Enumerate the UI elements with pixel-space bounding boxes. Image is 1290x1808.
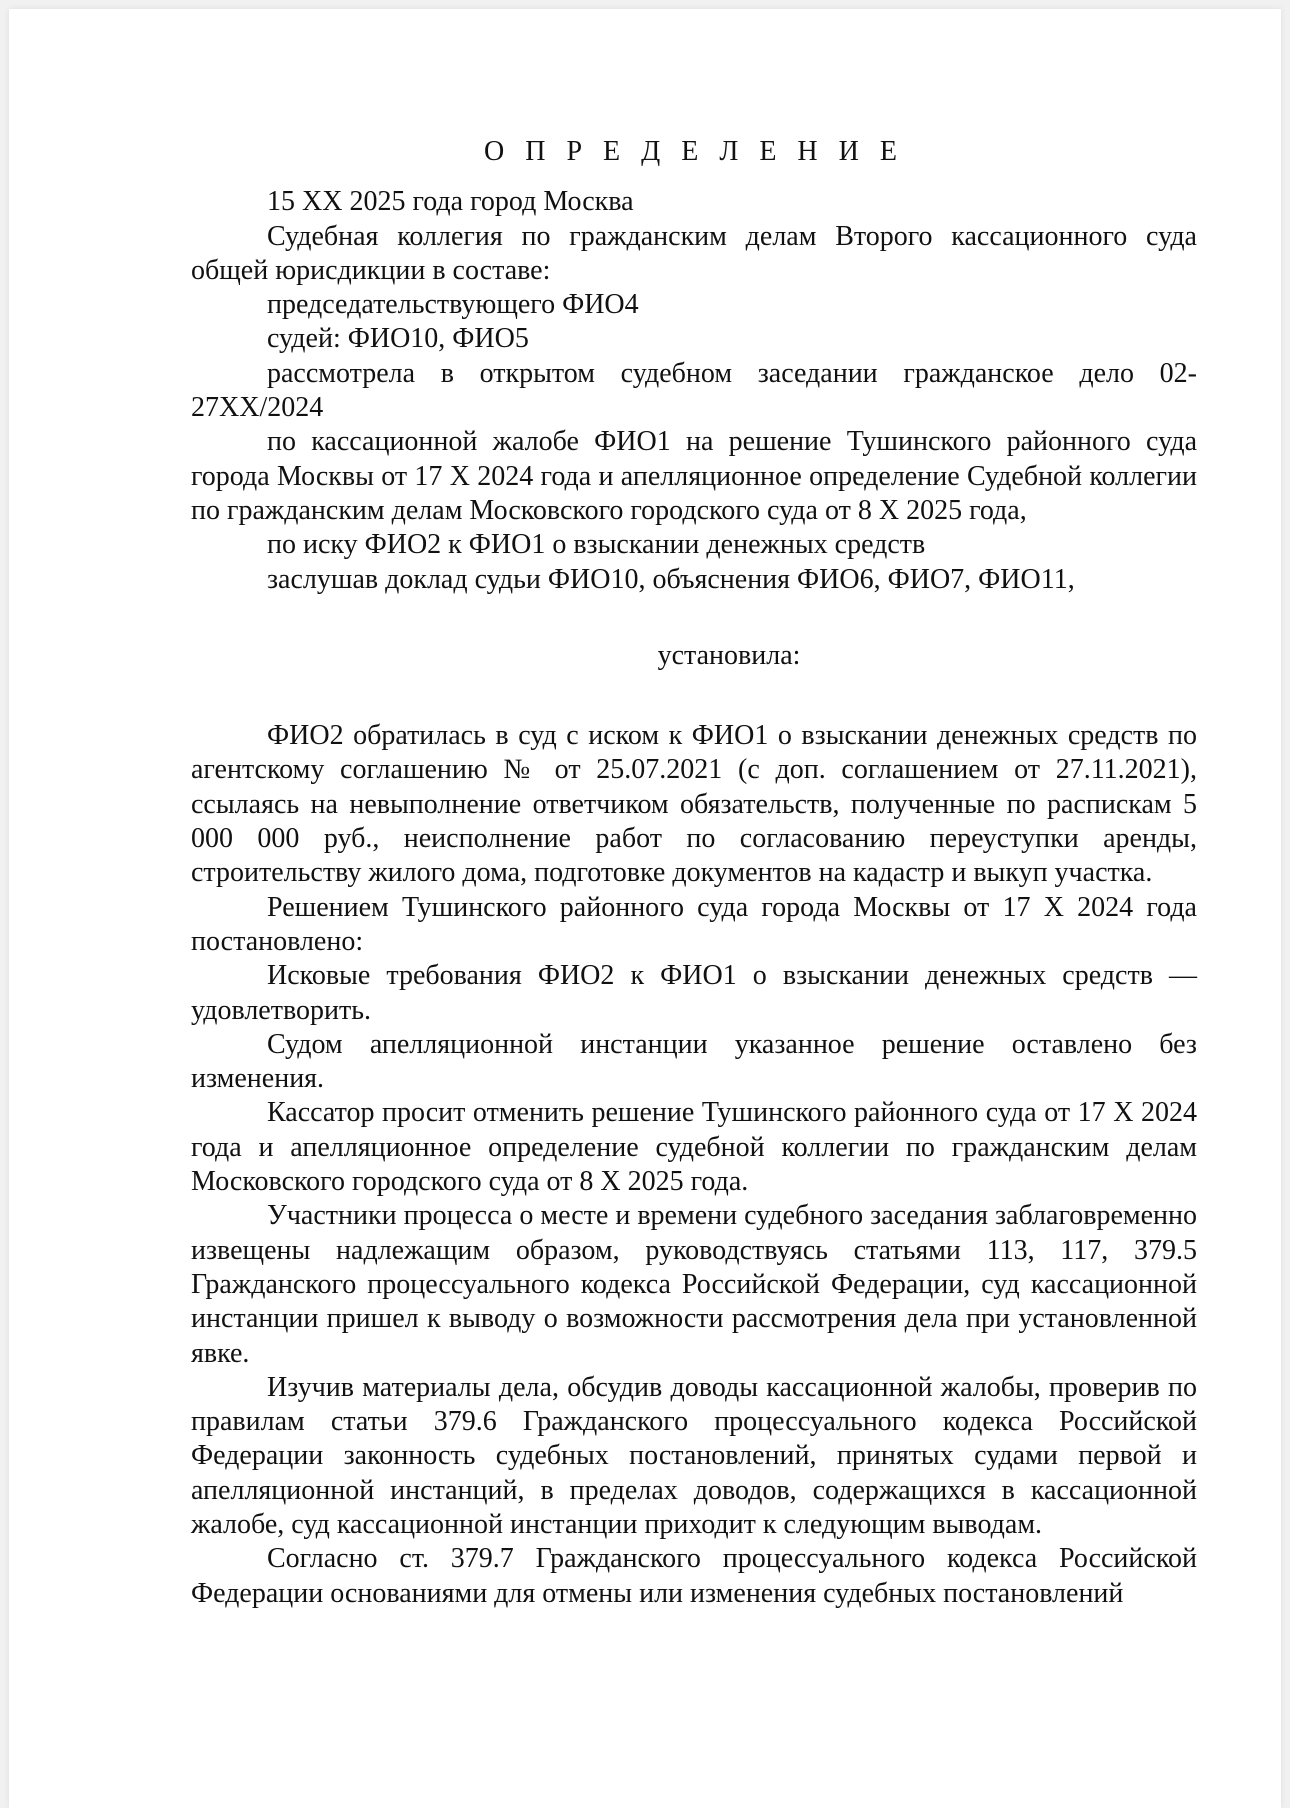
body-paragraph: ФИО2 обратилась в суд с иском к ФИО1 о взыскании денежных средств по агентскому соглашению № от 25.07.2021 (с доп. соглашением от 27.11.2021), ссылаясь на невыполнение ответчиком обязательств, полученные по распискам 5 000 000 руб., неисполнение работ по согласованию переуступки аренды, строительству жилого дома, подготовке документов на кадастр и выкуп участка. <box>191 720 1197 889</box>
body-paragraph: Исковые требования ФИО2 к ФИО1 о взыскании денежных средств — удовлетворить. <box>191 960 1197 1026</box>
case-number-line: рассмотрела в открытом судебном заседании гражданское дело 02-27ХХ/2024 <box>191 357 1197 424</box>
body-paragraph: Согласно ст. 379.7 Гражданского процессуального кодекса Российской Федерации основаниями для отмены или изменения судебных постановлений <box>191 1543 1197 1609</box>
presiding-judge: председательствующего ФИО4 <box>267 289 639 321</box>
judges-line: судей: ФИО10, ФИО5 <box>267 323 529 355</box>
document-page <box>9 9 1281 1808</box>
body-paragraph: Участники процесса о месте и времени судебного заседания заблаговременно извещены надлежащим образом, руководствуясь статьями 113, 117, 379.5 Гражданского процессуального кодекса Российской Федерации, суд кассационной инстанции пришел к выводу о возможности рассмотрения дела при установленной явке. <box>191 1200 1197 1369</box>
document-body <box>191 135 1197 1611</box>
section-heading: установила: <box>657 639 801 671</box>
claim-line: по иску ФИО2 к ФИО1 о взыскании денежных средств <box>267 529 926 561</box>
body-paragraph: Решением Тушинского районного суда города Москвы от 17 Х 2024 года постановлено: <box>191 891 1197 957</box>
hearing-line: заслушав доклад судьи ФИО10, объяснения ФИО6, ФИО7, ФИО11, <box>267 563 1075 595</box>
date-place-line: 15 ХХ 2025 года город Москва <box>267 186 634 218</box>
document-title: О П Р Е Д Е Л Е Н И Е <box>484 136 904 167</box>
body-paragraph: Судом апелляционной инстанции указанное решение оставлено без изменения. <box>191 1028 1197 1095</box>
body-paragraph: Изучив материалы дела, обсудив доводы кассационной жалобы, проверив по правилам статьи 379.6 Гражданского процессуального кодекса Российской Федерации законность судебных постановлений, принятых судами первой и апелляционной инстанций, в пределах доводов, содержащихся в кассационной жалобе, суд кассационной инстанции приходит к следующим выводам. <box>191 1371 1197 1540</box>
court-composition: Судебная коллегия по гражданским делам Второго кассационного суда общей юрисдикции в составе: <box>191 220 1197 286</box>
cassation-complaint-line: по кассационной жалобе ФИО1 на решение Тушинского районного суда города Москвы от 17 Х 2024 года и апелляционное определение Судебной коллегии по гражданским делам Московского городского суда от 8 Х 2025 года, <box>191 426 1197 526</box>
body-paragraph: Кассатор просит отменить решение Тушинского районного суда от 17 Х 2024 года и апелляционное определение судебной коллегии по гражданским делам Московского городского суда от 8 Х 2025 года. <box>191 1097 1197 1198</box>
